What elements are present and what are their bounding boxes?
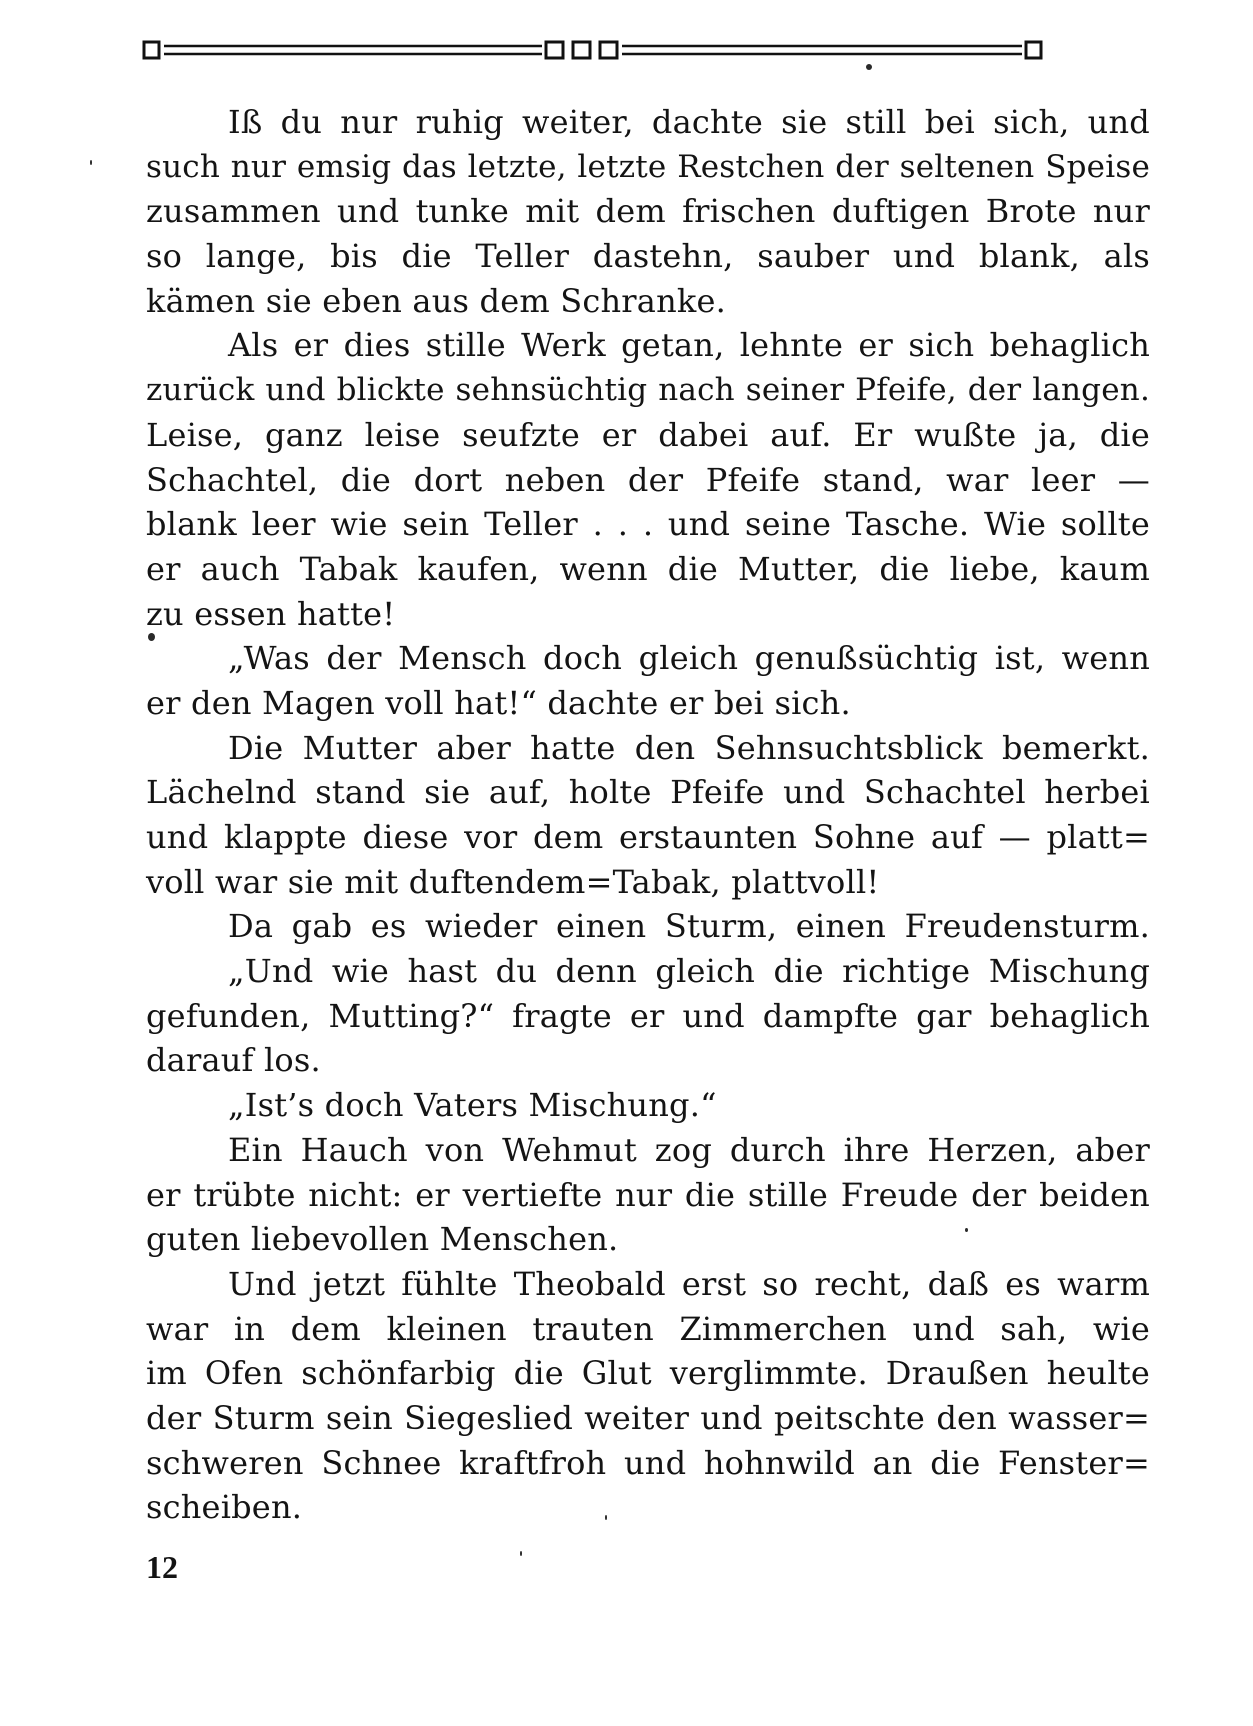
text-line: schweren Schnee kraftfroh und hohnwild an die Fenster= [146, 1443, 1150, 1482]
text-line: such nur emsig das letzte, letzte Restchen der seltenen Speise [146, 148, 1150, 185]
text-line: Da gab es wieder einen Sturm, einen Freudensturm. [228, 907, 1150, 946]
ornamental-header-rule [142, 34, 1147, 68]
ornament-box-center-3 [600, 42, 617, 58]
ornament-box-left [144, 42, 159, 58]
text-line: und klappte diese vor dem erstaunten Sohne auf — platt= [146, 818, 1150, 856]
text-line: im Ofen schönfarbig die Glut verglimmte. Draußen heulte [146, 1354, 1150, 1393]
print-speck [965, 1228, 968, 1232]
text-line: er auch Tabak kaufen, wenn die Mutter, die liebe, kaum [146, 549, 1150, 588]
text-line: guten liebevollen Menschen. [146, 1220, 619, 1259]
text-line: darauf los. [146, 1041, 321, 1080]
text-line: so lange, bis die Teller dastehn, sauber und blank, als [146, 237, 1150, 276]
text-line: er den Magen voll hat!“ dachte er bei sich. [146, 683, 851, 722]
text-line: „Ist’s doch Vaters Mischung.“ [228, 1086, 717, 1125]
print-speck [90, 160, 92, 165]
ornament-box-right [1026, 42, 1041, 58]
text-line: Schachtel, die dort neben der Pfeife stand, war leer — [146, 460, 1150, 499]
text-line: gefunden, Mutting?“ fragte er und dampfte gar behaglich [146, 996, 1150, 1035]
text-line: „Und wie hast du denn gleich die richtige Mischung [228, 952, 1150, 991]
text-line: Die Mutter aber hatte den Sehnsuchtsblick bemerkt. [228, 728, 1150, 767]
text-line: „Was der Mensch doch gleich genußsüchtig ist, wenn [228, 639, 1150, 678]
text-line: zu essen hatte! [146, 594, 396, 633]
page-number: 12 [146, 1549, 178, 1585]
body-text [146, 100, 1150, 1530]
print-speck [148, 633, 155, 641]
header-ornament [142, 34, 1147, 68]
text-line: war in dem kleinen trauten Zimmerchen und sah, wie [146, 1309, 1150, 1348]
text-line: der Sturm sein Siegeslied weiter und peitschte den wasser= [146, 1398, 1150, 1437]
text-line: Iß du nur ruhig weiter, dachte sie still bei sich, und [228, 103, 1150, 141]
text-line: zusammen und tunke mit dem frischen duftigen Brote nur [146, 192, 1150, 231]
text-line: Leise, ganz leise seufzte er dabei auf. Er wußte ja, die [146, 415, 1150, 454]
text-line: blank leer wie sein Teller . . . und seine Tasche. Wie sollte [146, 505, 1150, 544]
text-line: er trübte nicht: er vertiefte nur die stille Freude der beiden [146, 1175, 1150, 1214]
ornament-box-center-1 [546, 42, 563, 58]
print-speck [866, 64, 872, 70]
text-line: zurück und blickte sehnsüchtig nach seiner Pfeife, der langen. [146, 372, 1150, 409]
ornament-box-center-2 [573, 42, 590, 58]
text-line: voll war sie mit duftendem=Tabak, plattvoll! [146, 862, 880, 901]
text-line: Und jetzt fühlte Theobald erst so recht, daß es warm [228, 1264, 1150, 1303]
text-line: Lächelnd stand sie auf, holte Pfeife und Schachtel herbei [146, 773, 1150, 812]
text-line: kämen sie eben aus dem Schranke. [146, 281, 726, 320]
print-speck [520, 1551, 522, 1556]
text-line: scheiben. [146, 1488, 303, 1527]
text-line: Ein Hauch von Wehmut zog durch ihre Herzen, aber [228, 1130, 1150, 1169]
print-speck [605, 1515, 607, 1520]
text-line: Als er dies stille Werk getan, lehnte er sich behaglich [228, 326, 1150, 365]
